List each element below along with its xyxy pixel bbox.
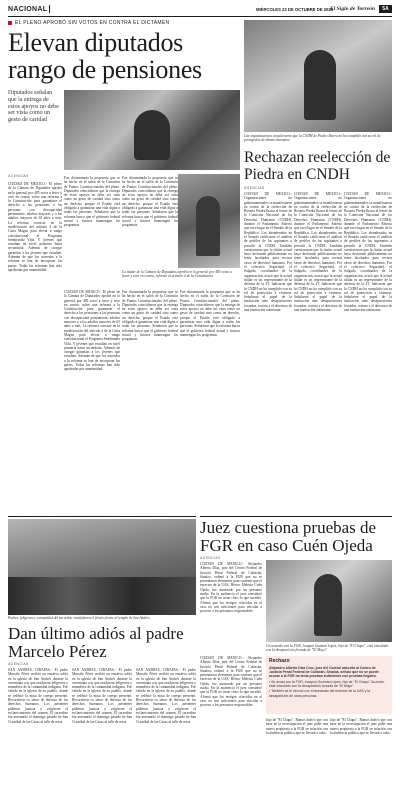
lead-body-mid-2: Fue dictaminada la propuesta que se ha hecho en el salón de la Comisión de Puntos Constitucionales del pleno. Diputados coincidieron que la entrega de estos apoyos no debe ser vista como un gesto de caridad sino como un derecho, porque el Estado está obligado a garantizar una vida digna a todas las personas. Señalaron que la reforma busca que el gobierno federal actual y futuros mantengan los programas. [122,176,178,228]
priest-body-3: SAN ANDRÉS, CHIAPAS.- El padre Marcelo Pérez recibió un emotivo adiós en la iglesia de San Andrés durante la ceremonia a la que acudieron feligreses y miembros de la comunidad indígena. Fue velado en la iglesia de su pueblo, donde se celebró la misa de cuerpo presente. Recordaron su labor de defensa de los derechos humanos. Los asistentes pidieron justicia y exigieron el esclarecimiento del crimen. El sacerdote fue asesinado el domingo pasado en San Cristóbal de las Casas al salir de misa. [136,668,196,724]
page-number: 5A [379,5,392,13]
priest-top-rule [8,516,196,517]
masthead-rule [8,16,392,17]
cndh-body-3: CIUDAD DE MÉXICO.- Organizaciones no gubernamentales se manifestaron en contra de la reelección de Rosario Piedra Ibarra al frente de la Comisión Nacional de los Derechos Humanos (CNDH), durante el Parlamento Abierto que tuvo lugar en el Senado de la República. Los abanderados en el Senado ratificaron el análisis de perfiles de los aspirantes a presidir la CNDH. También cuestionaron que la titular actual haya declarado públicamente no tener facultades para revisar casos de derechos humanos. Por el colectivo Seguridad, el Salgado, coordinador de la organización, acusó que la actual titular es un representante de la defensa de la 4T. Indicaron que la CNDH no ha cumplido con su rol de protección a víctimas. Señalaron el papel de la institución ante desapariciones forzadas, tortura y el deterioro de una institución autónoma. [344,192,392,313]
lead-body-low-3: Fue dictaminada la propuesta que se ha hecho en el salón de la Comisión de Puntos Constitucionales del pleno. Diputados coincidieron que la entrega de estos apoyos no debe ser vista como un gesto de caridad sino como un derecho, porque el Estado está obligado a garantizar una vida digna a todas las personas. Señalaron que la reforma busca que el gobierno federal actual y futuros mantengan los programas. [180,290,240,337]
priest-agency: AGENCIAS [8,662,29,666]
priest-photo-crowd [8,577,196,615]
lead-deck: Diputados señalan que la entrega de estos apoyos no debe ser vista como un gesto de caridad [8,90,59,124]
fgr-body-1: CIUDAD DE MÉXICO.- Alejandro Alberto Díaz, juez del Centro Federal de Justicia Penal Federal de Culiacán, Sinaloa, ordenó a la FGR que no se presentaron elementos para sostener que el exrector de la UAS, Héctor Melesio Cuén Ojeda, fue asesinado por un presunto asalto. En la audiencia el juez consideró que la FGR no tiene claro lo que sucedió. Afirmó que los testigos ofrecidos en el caso no son suficientes para vincular a proceso a los presuntos responsables. [200,562,262,614]
fgr-photo [266,560,392,642]
section-divider [49,5,50,13]
cndh-photo [244,20,392,132]
fgr-photo-figure [314,574,342,636]
kicker-text: EL PLENO APROBÓ SIN VOTOS EN CONTRA EL DICTAMEN [15,20,170,26]
priest-body-1: SAN ANDRÉS, CHIAPAS.- El padre Marcelo Pérez recibió un emotivo adiós en la iglesia de San Andrés durante la ceremonia a la que acudieron feligreses y miembros de la comunidad indígena. Fue velado en la iglesia de su pueblo, donde se celebró la misa de cuerpo presente. Recordaron su labor de defensa de los derechos humanos. Los asistentes pidieron justicia y exigieron el esclarecimiento del crimen. El sacerdote fue asesinado el domingo pasado en San Cristóbal de las Casas al salir de misa. [8,668,68,724]
section-label: NACIONAL [8,6,48,13]
cndh-headline: Rechazan reelección de Piedra en CNDH [244,149,391,183]
cndh-agency: AGENCIAS [244,186,265,190]
fgr-headline: Juez cuestiona pruebas de FGR en caso Cuén Ojeda [200,518,377,555]
lead-body-low-1: CIUDAD DE MÉXICO.- El pleno de la Cámara de Diputados aprobó en lo general, por 485 votos a favor y cero en contra, sobre una reforma a la Constitución para garantizar el derecho a las pensiones a las personas con discapacidad permanente, adultos mayores y a los adultos mayores de 65 años o más. La reforma consiste en la modificación del artículo 4 de la Carta Magna para elevar a rango constitucional el Programa Sembrando Vida. Y jóvenes que estudian en nivel primaria hasta secundaria. Además de otorgar garantías a los jóvenes que estudian. Ademán de que los acuerdos a la reforma se han de incorporar las partes. Todas las reformas han sido aprobadas por unanimidad. [64,290,120,372]
fgr-bullet-1: • Se acusó por la FGR, Joaquín Guzmán López, hijo de "El Chapo" Guzmán, está vinculado con la desaparición forzada de "El Mayo". [269,680,385,689]
lead-photo-speaker [134,110,170,160]
fgr-agency: AGENCIAS [200,556,221,560]
fgr-box-text: Alejandro Alberto Díaz Cruz, juez del Control adscrito al Centro de Justicia Penal Federal de Culiacán, Sinaloa, señaló que no se puede acusar a la FGR no tenía pruebas suficientes con pruebas ilegales. [269,666,379,679]
fgr-body-3: hijo de "El Chapo". Ramos indicó que con base en la investigación el juez pidió una nueva propuesta a la FGR en relación con la audiencia pública que se llevará a cabo. [266,718,328,735]
kicker-bullet [8,21,12,25]
cndh-body-1: CIUDAD DE MÉXICO.- Organizaciones no gubernamentales se manifestaron en contra de la reelección de Rosario Piedra Ibarra al frente de la Comisión Nacional de los Derechos Humanos (CNDH), durante el Parlamento Abierto que tuvo lugar en el Senado de la República. Los abanderados en el Senado ratificaron el análisis de perfiles de los aspirantes a presidir la CNDH. También cuestionaron que la titular actual haya declarado públicamente no tener facultades para revisar casos de derechos humanos. Por el colectivo Seguridad, el Salgado, coordinador de la organización, acusó que la actual titular es un representante de la defensa de la 4T. Indicaron que la CNDH no ha cumplido con su rol de protección a víctimas. Señalaron el papel de la institución ante desapariciones forzadas, tortura y el deterioro de una institución autónoma. [244,192,292,313]
lead-photo-caption: La titular de la Cámara de Diputados aprobó en lo general, por 485 votos a favor y cero en contra, reforma al artículo 4 de la Constitución. [122,270,232,279]
lead-body-1: CIUDAD DE MÉXICO.- El pleno de la Cámara de Diputados aprobó en lo general, por 485 votos a favor y cero en contra, sobre una reforma a la Constitución para garantizar el derecho a las pensiones a las personas con discapacidad permanente, adultos mayores y a los adultos mayores de 65 años o más. La reforma consiste en la modificación del artículo 4 de la Carta Magna para elevar a rango constitucional el Programa Sembrando Vida. Y jóvenes que estudian en nivel primaria hasta secundaria. Además de otorgar garantías a los jóvenes que estudian. Ademán de que los acuerdos a la reforma se han de incorporar las partes. Todas las reformas han sido aprobadas por unanimidad. [8,182,62,272]
lead-body-mid: Fue dictaminada la propuesta que se ha hecho en el salón de la Comisión de Puntos Constitucionales del pleno. Diputados coincidieron que la entrega de estos apoyos no debe ser vista como un gesto de caridad sino como un derecho, porque el Estado está obligado a garantizar una vida digna a todas las personas. Señalaron que la reforma busca que el gobierno federal actual y futuros mantengan los programas. [64,176,120,228]
cndh-body-2: CIUDAD DE MÉXICO.- Organizaciones no gubernamentales se manifestaron en contra de la reelección de Rosario Piedra Ibarra al frente de la Comisión Nacional de los Derechos Humanos (CNDH), durante el Parlamento Abierto que tuvo lugar en el Senado de la República. Los abanderados en el Senado ratificaron el análisis de perfiles de los aspirantes a presidir la CNDH. También cuestionaron que la titular actual haya declarado públicamente no tener facultades para revisar casos de derechos humanos. Por el colectivo Seguridad, el Salgado, coordinador de la organización, acusó que la actual titular es un representante de la defensa de la 4T. Indicaron que la CNDH no ha cumplido con su rol de protección a víctimas. Señalaron el papel de la institución ante desapariciones forzadas, tortura y el deterioro de una institución autónoma. [294,192,342,313]
lead-agency: AGENCIAS [8,174,29,178]
fgr-body-4: hijo de "El Chapo". Ramos indicó que con base en la investigación el juez pidió una nueva propuesta a la FGR en relación con la audiencia pública que se llevará a cabo. [330,718,392,735]
priest-photo [8,519,196,615]
cndh-photo-caption: Las organizaciones consideraron que la CNDH de Piedra Ibarra no ha cumplido con su rol de protegerlos de abusos humanos. [244,134,381,143]
fgr-sidebar-box [266,656,392,714]
cndh-photo-figure [304,50,336,120]
lead-photo-figure [196,196,220,256]
lead-headline: Elevan diputados rango de pensiones [8,28,202,84]
fgr-box-title: Rechazo [269,658,290,664]
lead-photo-top [64,90,240,170]
priest-body-2: SAN ANDRÉS, CHIAPAS.- El padre Marcelo Pérez recibió un emotivo adiós en la iglesia de San Andrés durante la ceremonia a la que acudieron feligreses y miembros de la comunidad indígena. Fue velado en la iglesia de su pueblo, donde se celebró la misa de cuerpo presente. Recordaron su labor de defensa de los derechos humanos. Los asistentes pidieron justicia y exigieron el esclarecimiento del crimen. El sacerdote fue asesinado el domingo pasado en San Cristóbal de las Casas al salir de misa. [72,668,132,724]
lead-photo-main [178,174,240,268]
priest-headline: Dan último adiós al padre Marcelo Pérez [8,624,184,661]
lead-kicker [8,20,248,28]
fgr-photo-caption: Un acuerdo con la FGR, Joaquín Guzmán López, hijo de "El Chapo", está vinculado con la desaparición forzada de "El Mayo". [266,644,389,653]
priest-photo-caption: Padres, feligreses y comunidad del sacerdote trasladaron el féretro frente al templo de San Andrés. [8,616,151,620]
fgr-body-2: CIUDAD DE MÉXICO.- Alejandro Alberto Díaz, juez del Centro Federal de Justicia Penal Federal de Culiacán, Sinaloa, ordenó a la FGR que no se presentaron elementos para sostener que el exrector de la UAS, Héctor Melesio Cuén Ojeda, fue asesinado por un presunto asalto. En la audiencia el juez consideró que la FGR no tiene claro lo que sucedió. Afirmó que los testigos ofrecidos en el caso no son suficientes para vincular a proceso a los presuntos responsables. [200,656,262,708]
fgr-top-rule [200,516,392,517]
masthead [8,4,392,16]
lead-body-low-2: Fue dictaminada la propuesta que se ha hecho en el salón de la Comisión de Puntos Constitucionales del pleno. Diputados coincidieron que la entrega de estos apoyos no debe ser vista como un gesto de caridad sino como un derecho, porque el Estado está obligado a garantizar una vida digna a todas las personas. Señalaron que la reforma busca que el gobierno federal actual y futuros mantengan los programas. [122,290,178,342]
logo: El Siglo de Torreón [330,6,376,12]
fgr-bullet-2: • También se le vinculó con el asesinato del exrector de la UAS y la desaparición de otras personas. [269,689,371,698]
date-line: MIÉRCOLES 23 DE OCTUBRE DE 2024 [256,7,334,12]
